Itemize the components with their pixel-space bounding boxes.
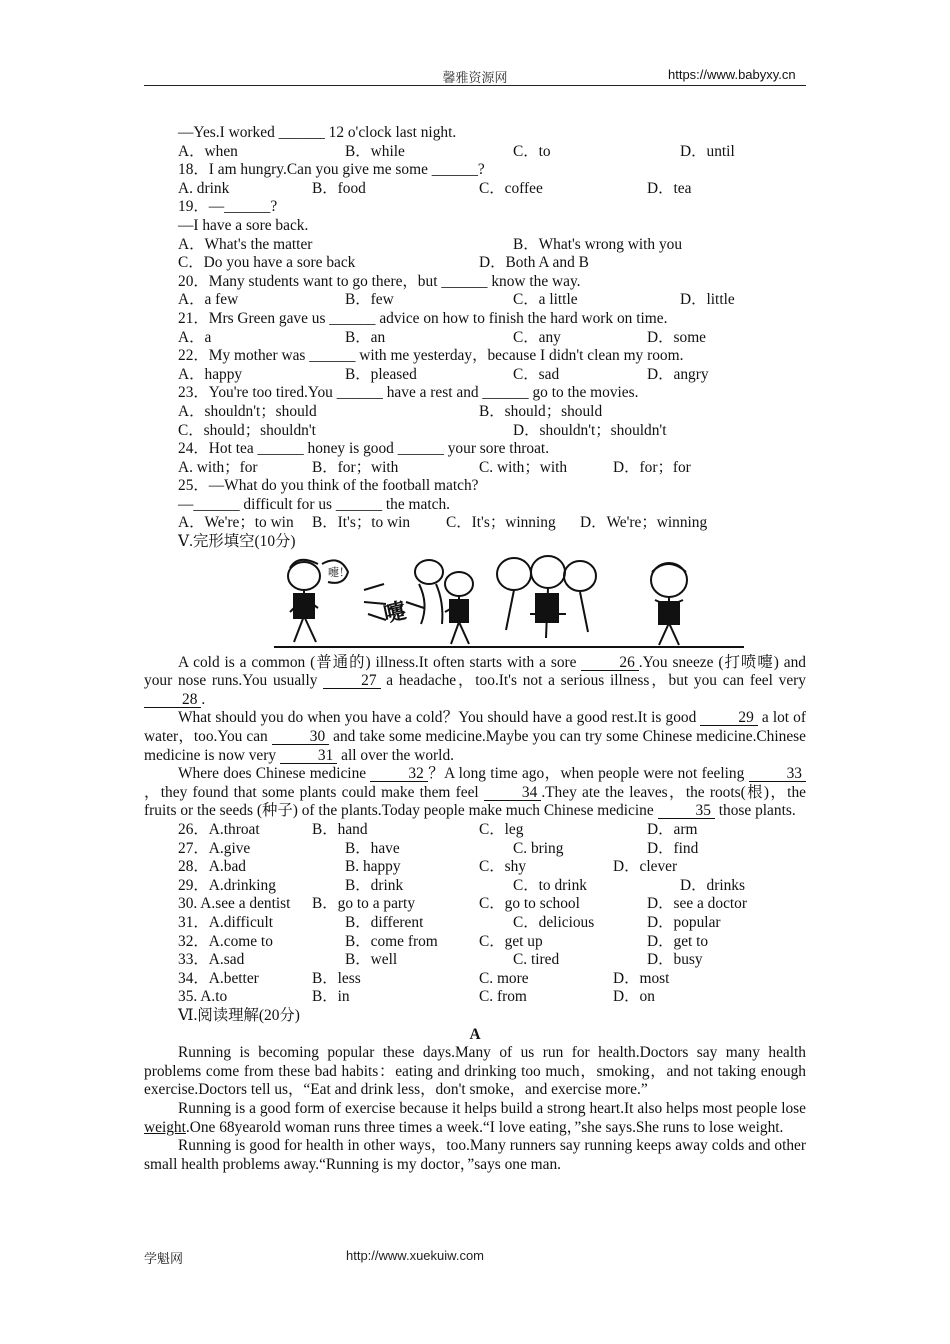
passage-text: . <box>201 690 206 708</box>
option-c: C. with；with <box>479 458 568 476</box>
option-d: D．Both A and B <box>479 254 589 272</box>
option-b: B．pleased <box>345 365 417 383</box>
option-d: D．see a doctor <box>647 895 748 913</box>
passage-text: Where does Chinese medicine <box>178 765 371 783</box>
option-d: D．drinks <box>680 876 745 894</box>
cloze-options-32 <box>144 933 806 952</box>
option-d: D．most <box>613 969 670 987</box>
cartoon-illustration <box>144 554 806 650</box>
option-d: D．arm <box>647 821 698 838</box>
passage-text: ，they found that some plants could make them feel <box>144 783 484 801</box>
option-d: D．on <box>613 988 655 1006</box>
option-a: A．a few <box>178 291 239 309</box>
q19-options-cd <box>144 254 806 273</box>
shirt-shape <box>294 594 314 618</box>
q25-options <box>144 514 806 533</box>
option-c: C．delicious <box>513 913 595 931</box>
blank-27: 27 <box>323 674 380 689</box>
passage-text: and take some medicine.Maybe you can try some Chinese medicine.Chinese medicine is now very <box>144 728 806 764</box>
option-b: B．It's；to win <box>312 514 411 532</box>
option-b: B．few <box>345 291 394 309</box>
option-c: C．coffee <box>479 179 543 197</box>
q18-stem: 18．I am hungry.Can you give me some ______? <box>178 161 485 179</box>
option-c: C．shy <box>479 858 527 876</box>
section-5-title: Ⅴ.完形填空(10分) <box>178 533 296 551</box>
option-d: D．busy <box>647 951 703 969</box>
option-b: B．food <box>312 179 366 197</box>
blank-34: 34 <box>484 786 541 801</box>
option-a: 27．A.give <box>178 839 251 857</box>
cloze-options-35 <box>144 988 806 1007</box>
option-c: C．It's；winning <box>446 514 556 532</box>
option-a: A．happy <box>178 365 243 383</box>
sneeze-bubble-text: 嚏！ <box>328 565 350 579</box>
option-c: C．a little <box>513 291 578 309</box>
q23-options-ab <box>144 403 806 422</box>
cloze-paragraph-3 <box>144 765 806 821</box>
q17-answer-line: —Yes.I worked ______ 12 o'clock last night. <box>178 124 457 141</box>
q21-options <box>144 329 806 348</box>
option-b: B．for；with <box>312 458 399 476</box>
head-shape <box>288 562 320 590</box>
option-b: B．come from <box>345 932 438 950</box>
q19-stem: 19．—______? <box>178 198 278 216</box>
option-d: D．angry <box>647 365 709 383</box>
blank-29: 29 <box>700 711 757 726</box>
option-b: B．while <box>345 142 405 160</box>
option-c: C．any <box>513 328 561 346</box>
option-c: C. more <box>479 969 529 987</box>
head-shape <box>497 558 531 590</box>
option-c: C．to drink <box>513 876 587 894</box>
passage-text: .One 68yearold woman runs three times a week.“I love eating，”she says.She runs to lose weight. <box>185 1118 784 1136</box>
cloze-paragraph-2 <box>144 709 806 765</box>
option-c: C. from <box>479 988 527 1006</box>
shirt-shape <box>450 600 468 622</box>
cloze-options-34 <box>144 970 806 989</box>
q20-stem: 20．Many students want to go there，but ______ know the way. <box>178 272 581 290</box>
q20-options <box>144 291 806 310</box>
option-a: 30. A.see a dentist <box>178 895 291 913</box>
option-d: D．some <box>647 328 706 346</box>
footer-url[interactable]: http://www.xuekuiw.com <box>346 1248 484 1263</box>
body-shape <box>406 584 442 624</box>
option-a: 31．A.difficult <box>178 913 274 931</box>
header-rule <box>144 85 806 86</box>
option-d: D．until <box>680 142 735 160</box>
option-a: 28．A.bad <box>178 858 246 876</box>
passage-text: .They ate the leaves，the roots(根)，the fruits or the seeds (种子) of the plants.Today people make much Chinese medicine <box>144 783 806 820</box>
q23-options-cd <box>144 422 806 441</box>
sneeze-big-text: 嚏 <box>381 598 409 628</box>
reading-paragraph-2 <box>144 1100 806 1137</box>
q21-stem: 21．Mrs Green gave us ______ advice on how to finish the hard work on time. <box>178 309 668 327</box>
sneeze-cartoon-svg <box>144 554 806 650</box>
option-a: 29．A.drinking <box>178 876 276 894</box>
q25-reply: —______ difficult for us ______ the match. <box>178 495 451 513</box>
option-d: D．get to <box>647 932 709 950</box>
option-d: D．clever <box>613 858 678 876</box>
option-b: B．hand <box>312 821 368 838</box>
option-c: C．get up <box>479 932 543 950</box>
option-a: A．a <box>178 328 212 346</box>
option-b: B．well <box>345 951 398 969</box>
hair-shape <box>652 564 686 572</box>
option-d: D．shouldn't；shouldn't <box>513 421 667 439</box>
option-a: A．when <box>178 142 238 160</box>
option-a: A．shouldn't；should <box>178 402 317 420</box>
sneeze-lines <box>364 584 386 620</box>
q22-options <box>144 366 806 385</box>
blank-31: 31 <box>280 749 337 764</box>
worksheet-body <box>144 124 806 1174</box>
option-a: A．We're；to win <box>178 514 294 532</box>
option-c: C．leg <box>479 821 524 838</box>
option-d: D．tea <box>647 179 692 197</box>
q24-stem: 24．Hot tea ______ honey is good ______ your sore throat. <box>178 440 550 458</box>
passage-text: all over the world. <box>337 746 454 764</box>
option-c: C．sad <box>513 365 560 383</box>
passage-label: A <box>469 1025 481 1043</box>
option-a: 33．A.sad <box>178 951 245 969</box>
cloze-paragraph-1 <box>144 654 806 710</box>
option-a: A. drink <box>178 179 230 197</box>
passage-text: ？A long time ago，when people were not feeling <box>427 765 749 783</box>
cloze-options-29 <box>144 877 806 896</box>
option-a: A. with；for <box>178 458 258 476</box>
option-d: D．We're；winning <box>580 514 708 532</box>
q23-stem: 23．You're too tired.You ______ have a rest and ______ go to the movies. <box>178 384 639 402</box>
head-shape <box>531 556 565 588</box>
cloze-options-27 <box>144 840 806 859</box>
blank-28: 28 <box>144 693 201 708</box>
cloze-options-33 <box>144 951 806 970</box>
option-b: B．should；should <box>479 402 603 420</box>
blank-33: 33 <box>749 767 806 782</box>
option-a: 34．A.better <box>178 969 259 987</box>
option-d: D．find <box>647 839 699 857</box>
passage-text: those plants. <box>714 802 796 820</box>
option-a: 32．A.come to <box>178 932 273 950</box>
cloze-options-28 <box>144 858 806 877</box>
header-url[interactable]: https://www.babyxy.cn <box>668 67 796 82</box>
head-shape <box>445 572 473 596</box>
option-c: C．should；shouldn't <box>178 421 316 439</box>
option-b: B. happy <box>345 858 401 876</box>
option-c: C. tired <box>513 951 560 969</box>
option-a: A．What's the matter <box>178 235 313 253</box>
blank-32: 32 <box>370 767 427 782</box>
option-b: B．go to a party <box>312 895 416 913</box>
passage-text: a headache，too.It's not a serious illness，but you can feel very <box>380 672 806 690</box>
option-b: B．different <box>345 913 424 931</box>
option-b: B．in <box>312 988 350 1006</box>
option-a: 35. A.to <box>178 988 228 1006</box>
option-d: D．for；for <box>613 458 691 476</box>
cloze-options-31 <box>144 914 806 933</box>
cloze-options-26 <box>144 821 806 840</box>
passage-text: A cold is a common (普通的) illness.It often starts with a sore <box>178 653 582 671</box>
section-6-title: Ⅵ.阅读理解(20分) <box>178 1006 300 1024</box>
passage-text: What should you do when you have a cold？You should have a good rest.It is good <box>178 709 701 727</box>
passage-text: .You sneeze (打喷嚏) and your nose runs.You usually <box>144 653 807 690</box>
option-c: C. bring <box>513 839 564 857</box>
option-b: B．an <box>345 328 386 346</box>
option-c: C．go to school <box>479 895 580 913</box>
blank-35: 35 <box>658 804 715 819</box>
passage-text: Running is a good form of exercise because it helps build a strong heart.It also helps most people lose <box>178 1099 806 1117</box>
option-a: 26．A.throat <box>178 821 260 838</box>
q24-options <box>144 459 806 478</box>
option-d: D．popular <box>647 913 721 931</box>
option-b: B．What's wrong with you <box>513 235 683 253</box>
cloze-options-30 <box>144 895 806 914</box>
option-b: B．have <box>345 839 400 857</box>
reading-paragraph-3: Running is good for health in other ways，too.Many runners say running keeps away colds and other small health problems away.“Running is my doctor，”says one man. <box>144 1137 806 1173</box>
option-c: C．Do you have a sore back <box>178 254 356 272</box>
option-b: B．less <box>312 969 361 987</box>
q25-stem: 25．—What do you think of the football match? <box>178 477 479 495</box>
q18-options <box>144 180 806 199</box>
blank-30: 30 <box>272 730 329 745</box>
q19-options-ab <box>144 236 806 255</box>
head-shape <box>564 561 596 591</box>
head-shape <box>415 560 443 584</box>
underlined-word: weight <box>144 1118 186 1136</box>
option-c: C．to <box>513 142 551 160</box>
header-site-name: 馨雅资源网 <box>442 71 508 86</box>
footer-site-name: 学魁网 <box>144 1252 184 1267</box>
blank-26: 26 <box>581 656 638 671</box>
option-d: D．little <box>680 291 735 309</box>
shirt-shape <box>536 594 558 622</box>
q22-stem: 22．My mother was ______ with me yesterday，because I didn't clean my room. <box>178 347 684 365</box>
reading-paragraph-1: Running is becoming popular these days.Many of us run for health.Doctors say many health problems come from these bad habits：eating and drinking too much，smoking，and not taking enough exercise.Doctors tell us，“Eat and drink less，don't smoke，and exercise more.” <box>144 1044 806 1099</box>
q19-reply: —I have a sore back. <box>178 216 309 234</box>
shirt-shape <box>659 602 679 624</box>
option-b: B．drink <box>345 876 404 894</box>
passage-text: a lot of water，too.You can <box>144 709 806 746</box>
q17-options <box>144 143 806 162</box>
